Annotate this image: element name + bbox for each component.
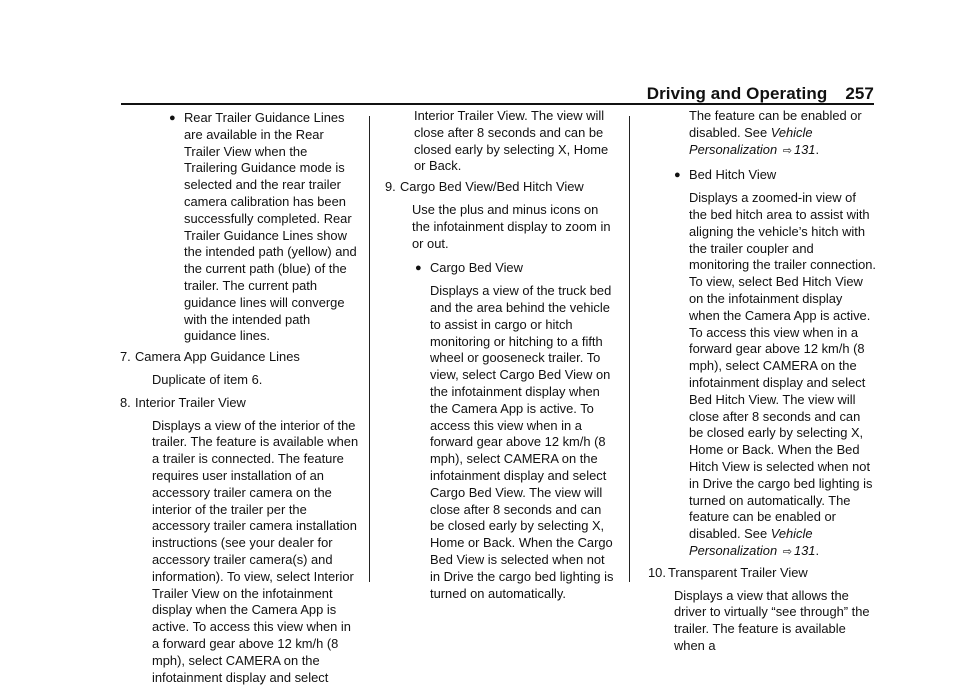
page-reference-number[interactable]: 131: [793, 141, 816, 157]
page-header: [647, 84, 874, 104]
list-item-cargo-bed-view: [415, 260, 617, 277]
list-item-10: [648, 565, 876, 582]
item-number: 7.: [120, 349, 131, 365]
list-item-9: [385, 179, 617, 196]
column-3: [644, 108, 876, 655]
bullet-icon: ●: [169, 112, 176, 124]
page-reference-icon: ⇨: [782, 144, 792, 157]
bullet-title: Bed Hitch View: [689, 167, 777, 183]
item-title: Interior Trailer View: [135, 394, 246, 410]
item-title: Cargo Bed View/Bed Hitch View: [400, 179, 584, 195]
list-item-rear-trailer-guidance: [169, 110, 360, 345]
page-number: 257: [845, 84, 874, 103]
continued-text: Interior Trailer View. The view will close after 8 seconds and can be closed early by selecting X, Home or Back.: [414, 108, 609, 174]
column-divider: [629, 116, 630, 582]
bullet-icon: ●: [674, 169, 681, 182]
cross-reference-link[interactable]: Vehicle Personalization: [689, 526, 813, 558]
item-body: Use the plus and minus icons on the infotainment display to zoom in or out.: [412, 201, 611, 251]
list-item-8: [120, 395, 360, 412]
continued-text: The feature can be enabled or disabled. See Vehicle Personalization ⇨ 131.: [689, 108, 862, 157]
item-number: 9.: [385, 179, 396, 195]
item-number: 10.: [648, 564, 666, 580]
column-divider: [369, 116, 370, 582]
list-item-bed-hitch-view: [674, 167, 876, 184]
item-body: Duplicate of item 6.: [152, 371, 263, 387]
page-reference-number[interactable]: 131: [793, 542, 816, 558]
cross-reference-link[interactable]: Vehicle Personalization: [689, 124, 813, 157]
bullet-title: Cargo Bed View: [430, 260, 523, 276]
item-title: Transparent Trailer View: [668, 564, 808, 580]
item-number: 8.: [120, 394, 131, 410]
bullet-body: Displays a view of the truck bed and the area behind the vehicle to assist in cargo or hitch monitoring or hitching to a fifth wheel or gooseneck trailer. To view, select Cargo Bed View on the infotainment display when the Camera App is active. To access this view when in a forward gear above 12 km/h (8 mph), select CAMERA on the infotainment display and select Cargo Bed View. The view will close after 8 seconds and can be closed early by selecting X, Home or Back. When the Cargo Bed View is selected when not in Drive the cargo bed lighting is turned on automatically.: [430, 283, 614, 601]
bullet-body: Displays a zoomed-in view of the bed hitch area to assist with aligning the vehicle’s hitch with the trailer coupler and monitoring the trailer connection. To view, select Bed Hitch View on the infotainment display when the Camera App is active. To access this view when in a forward gear above 12 km/h (8 mph), select CAMERA on the infotainment display and select Bed Hitch View. The view will close after 8 seconds and can be closed early by selecting X, Home or Back. When the Bed Hitch View is selected when not in Drive the cargo bed lighting is turned on automatically. The feature can be enabled or disabled. See Vehicle Personalization ⇨ 131.: [689, 190, 877, 558]
column-2: [385, 108, 617, 602]
item-body: Displays a view that allows the driver to virtually “see through” the trailer. The feature is available when a: [674, 587, 870, 653]
page-reference-icon: ⇨: [782, 545, 792, 558]
bullet-icon: ●: [415, 262, 422, 275]
item-body: Displays a view of the interior of the trailer. The feature is available when a trailer is connected. The feature requires user installation of an accessory trailer camera on the interior of the trailer per the accessory trailer camera installation instructions (see your dealer for accessory trailer camera(s) and information). To view, select Interior Trailer View on the infotainment display when the Camera App is active. To access this view when in a forward gear above 12 km/h (8 mph), select CAMERA on the infotainment display and select: [152, 417, 359, 685]
section-title: Driving and Operating: [646, 84, 828, 103]
list-item-7: [120, 349, 360, 366]
item-title: Camera App Guidance Lines: [135, 349, 300, 365]
bullet-text: Rear Trailer Guidance Lines are available in the Rear Trailer View when the Trailering Guidance mode is selected and the rear trailer camera calibration has been successfully completed. Rear Trailer Guidance Lines show the intended path (yellow) and the current path (blue) of the trailer. The current path guidance lines will converge with the intended path guidance lines.: [184, 110, 357, 344]
header-rule: [121, 103, 874, 105]
column-1: [120, 108, 360, 686]
